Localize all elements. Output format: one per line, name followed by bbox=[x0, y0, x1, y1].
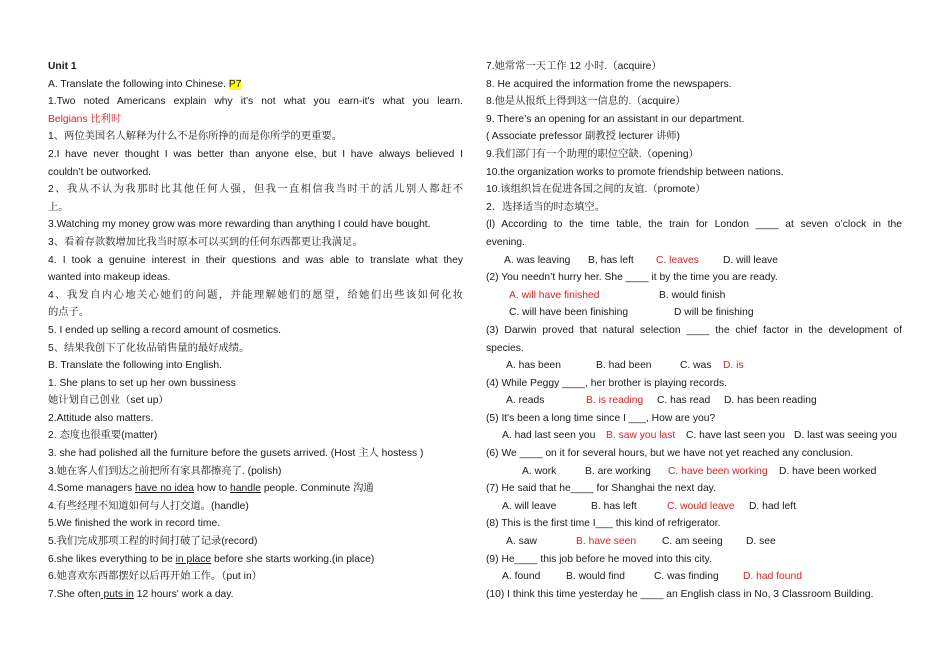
section-a-heading: A. Translate the following into Chinese. P7 bbox=[48, 78, 242, 90]
option: D will be finishing bbox=[674, 307, 754, 319]
sentence-3-zh: 3、看着存款数增加比我当时原本可以买到的任何东西都更让我满足。 bbox=[48, 236, 363, 248]
left-column bbox=[48, 58, 463, 603]
answer-option: A. will have finished bbox=[509, 289, 600, 301]
b1-zh: 她计划自己创业（set up） bbox=[48, 395, 169, 407]
q7-stem: (7) He said that he____ for Shanghai the next day. bbox=[486, 483, 716, 495]
q2-options-2 bbox=[486, 304, 902, 322]
q8-stem: (8) This is the first time I___ this kind of refrigerator. bbox=[486, 518, 721, 530]
q9-options bbox=[486, 568, 902, 586]
option: C. was finding bbox=[654, 571, 719, 583]
option: D. have been worked bbox=[779, 465, 877, 477]
q9-stem: (9) He____ this job before he moved into this city. bbox=[486, 553, 712, 565]
section-b-heading: B. Translate the following into English. bbox=[48, 360, 223, 372]
q4-options bbox=[486, 392, 902, 410]
b9-en: 9. There’s an opening for an assistant in our department. bbox=[486, 113, 745, 125]
q1-stem: (l) According to the time table, the train for London ____ at seven o’clock in the bbox=[486, 219, 902, 231]
sentence-5-zh: 5、结果我创下了化妆品销售量的最好成绩。 bbox=[48, 342, 250, 354]
answer-option: B. is reading bbox=[586, 395, 644, 407]
sentence-1-zh: 1、两位美国名人解释为什么不是你所挣的而是你所学的更重要。 bbox=[48, 131, 343, 143]
q10-stem: (10) I think this time yesterday he ____ an English class in No, 3 Classroom Building. bbox=[486, 588, 874, 600]
sentence-1-en: 1.Two noted Americans explain why it’s not what you earn-it's what you learn. bbox=[48, 96, 463, 108]
sentence-2-zh: 2、我从不认为我那时比其他任何人强，但我一直相信我当时干的活儿别人都赶不 bbox=[48, 184, 463, 196]
answer-option: B. saw you last bbox=[606, 430, 676, 442]
option: B. had been bbox=[596, 360, 652, 372]
q7-options bbox=[486, 498, 902, 516]
option: D. see bbox=[746, 536, 776, 548]
sentence-2-en: 2.I have never thought I was better than anyone else, but I have always believed I bbox=[48, 148, 463, 160]
option: D. had left bbox=[749, 500, 796, 512]
section-2-heading: 2．选择适当的时态填空。 bbox=[486, 201, 605, 213]
option: A. was leaving bbox=[504, 254, 571, 266]
b1-en: 1. She plans to set up her own bussiness bbox=[48, 377, 236, 389]
option: A. had last seen you bbox=[502, 430, 596, 442]
answer-option: C. have been working bbox=[668, 465, 768, 477]
b3-zh: 3.她在客人们到达之前把所有家具都擦亮了. (polish) bbox=[48, 465, 282, 477]
b7-zh: 7.她常常一天工作 12 小时.（acquire） bbox=[486, 61, 662, 72]
q5-stem: (5) It's been a long time since I ___, How are you? bbox=[486, 412, 716, 424]
b10-zh: 10.该组织旨在促进各国之间的友谊.（promote） bbox=[486, 184, 706, 196]
q5-options bbox=[486, 427, 902, 445]
b2-zh: 2. 态度也很重要(matter) bbox=[48, 430, 158, 442]
b5-en: 5.We finished the work in record time. bbox=[48, 518, 221, 530]
b4-en: 4.Some managers have no idea how to handle people. Conminute 沟通 bbox=[48, 483, 374, 495]
page-ref-highlight: P7 bbox=[228, 78, 242, 90]
unit-title: Unit 1 bbox=[48, 61, 77, 72]
answer-option: C. leaves bbox=[656, 254, 699, 266]
b6-zh: 6.她喜欢东西都摆好以后再开始工作。（put in） bbox=[48, 571, 262, 583]
b10-en: 10.the organization works to promote friendship between nations. bbox=[486, 166, 784, 178]
option: C. have last seen you bbox=[686, 430, 786, 442]
b9-zh: 9.我们部门有一个助理的职位空缺.（opening） bbox=[486, 148, 699, 160]
option: B. would finish bbox=[659, 289, 726, 301]
q2-stem: (2) You needn’t hurry her. She ____ it by the time you are ready. bbox=[486, 272, 778, 284]
sentence-4-en: 4. I took a genuine interest in their questions and was able to translate what they bbox=[48, 254, 463, 266]
q1-stem-cont: evening. bbox=[486, 236, 525, 248]
b8-en: 8. He acquired the information frome the newspapers. bbox=[486, 78, 732, 90]
underlined-phrase: in place bbox=[175, 553, 212, 565]
option: B. has left bbox=[591, 500, 637, 512]
option: B. would find bbox=[566, 571, 625, 583]
q6-stem: (6) We ____ on it for several hours, but we have not yet reached any conclusion. bbox=[486, 448, 854, 460]
sentence-4-zh-cont: 的点子。 bbox=[48, 307, 90, 319]
option: D. will leave bbox=[723, 254, 778, 266]
option: B, has left bbox=[588, 254, 634, 266]
underlined-phrase: puts in bbox=[100, 588, 134, 600]
q1-options bbox=[486, 252, 902, 270]
answer-option: C. would leave bbox=[667, 500, 735, 512]
option: A. reads bbox=[506, 395, 545, 407]
option: C. has read bbox=[657, 395, 711, 407]
sentence-3-en: 3.Watching my money grow was more rewarding than anything I could have bought. bbox=[48, 219, 431, 231]
option: A. will leave bbox=[502, 500, 557, 512]
q3-options bbox=[486, 357, 902, 375]
answer-option: D. had found bbox=[743, 571, 802, 583]
answer-option: B. have seen bbox=[576, 536, 637, 548]
q8-options bbox=[486, 533, 902, 551]
sentence-4-zh: 4、我发自内心地关心她们的问题，并能理解她们的愿望，给她们出些该如何化妆 bbox=[48, 289, 463, 301]
right-column bbox=[486, 58, 902, 603]
option: A. work bbox=[522, 465, 557, 477]
answer-option: D. is bbox=[723, 360, 744, 372]
q3-stem-cont: species. bbox=[486, 342, 524, 354]
q4-stem: (4) While Peggy ____, her brother is playing records. bbox=[486, 377, 727, 389]
vocab-note-2: ( Associate prefessor 副教授 lecturer 讲师) bbox=[486, 131, 680, 143]
option: C. was bbox=[680, 360, 712, 372]
b8-zh: 8.他是从报纸上得到这一信息的.（acquire） bbox=[486, 96, 686, 108]
sentence-5-en: 5. I ended up selling a record amount of cosmetics. bbox=[48, 324, 281, 336]
b2-en: 2.Attitude also matters. bbox=[48, 412, 154, 424]
option: A. found bbox=[502, 571, 541, 583]
b5-zh: 5.我们完成那项工程的时间打破了记录(record) bbox=[48, 536, 258, 548]
option: D. has been reading bbox=[724, 395, 817, 407]
option: A. has been bbox=[506, 360, 561, 372]
b7-en: 7.She often puts in 12 hours' work a day. bbox=[48, 588, 234, 600]
underlined-phrase: have no idea bbox=[135, 483, 194, 495]
option: B. are working bbox=[585, 465, 651, 477]
q6-options bbox=[486, 463, 902, 481]
underlined-phrase: handle bbox=[230, 483, 261, 495]
option: C. am seeing bbox=[662, 536, 723, 548]
sentence-4-en-cont: wanted into makeup ideas. bbox=[48, 272, 171, 284]
q2-options-1 bbox=[486, 287, 902, 305]
option: A. saw bbox=[506, 536, 537, 548]
option: C. will have been finishing bbox=[509, 307, 629, 319]
option: D. last was seeing you bbox=[794, 430, 898, 442]
sentence-2-en-cont: couldn’t be outworked. bbox=[48, 166, 152, 178]
vocab-note: Belgians 比利时 bbox=[48, 113, 122, 125]
sentence-2-zh-cont: 上。 bbox=[48, 201, 69, 213]
q3-stem: (3) Darwin proved that natural selection ____ the chief factor in the development of bbox=[486, 324, 902, 336]
b4-zh: 4.有些经理不知道如何与人打交道。(handle) bbox=[48, 500, 249, 512]
b3-en: 3. she had polished all the furniture before the gusets arrived. (Host 主人 hostess ) bbox=[48, 448, 424, 460]
b6-en: 6.she likes everything to be in place before she starts working.(in place) bbox=[48, 553, 375, 565]
